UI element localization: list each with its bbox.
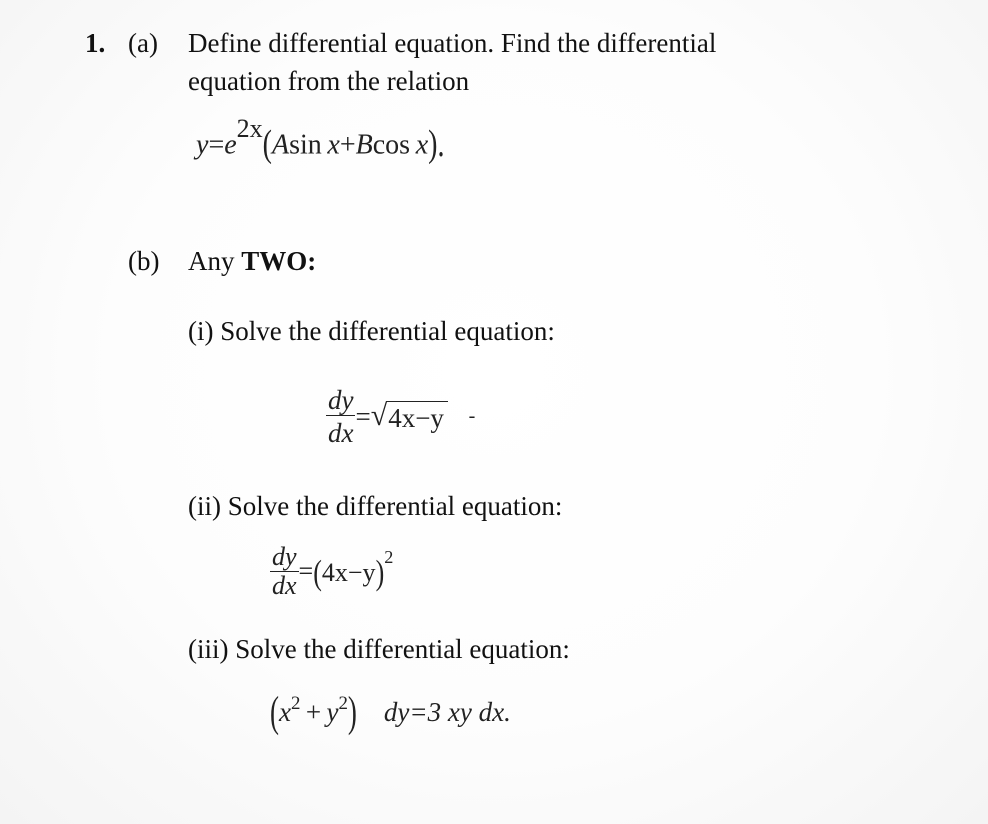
item-iii-plus: + <box>305 697 322 727</box>
item-i-denominator: dx <box>328 418 354 449</box>
relation-lhs: y <box>196 129 209 161</box>
relation-func1: sin <box>289 129 322 161</box>
question-number: 1. <box>85 28 106 58</box>
item-iii-open: ( <box>270 687 279 736</box>
part-a-line2: equation from the relation <box>188 66 470 96</box>
item-i-eq-sign: = <box>355 401 371 432</box>
part-b-label: (b) <box>128 246 160 276</box>
relation-eq: = <box>208 129 225 161</box>
item-ii-label: (ii) <box>188 491 221 521</box>
item-iii-y: y <box>326 697 339 727</box>
relation-paren-open: ( <box>262 123 272 166</box>
relation-term1: A <box>272 129 290 161</box>
item-i-fraction <box>326 386 355 448</box>
item-iii-text: Solve the differential equation: <box>235 634 570 664</box>
item-ii-power: 2 <box>384 546 394 567</box>
item-ii-numerator: dy <box>272 542 297 571</box>
relation-plus: + <box>339 129 356 161</box>
part-a-label: (a) <box>128 28 158 58</box>
relation-var1: x <box>327 129 340 161</box>
part-a-line1: Define differential equation. Find the differential <box>188 28 717 58</box>
part-a-relation <box>196 114 445 166</box>
item-iii-close: ) <box>347 687 357 736</box>
item-i-numerator: dy <box>328 385 354 415</box>
item-i-equation <box>326 386 475 448</box>
item-iii-y-power: 2 <box>338 693 348 714</box>
relation-base: e <box>224 129 237 161</box>
item-i-text: Solve the differential equation: <box>220 316 555 346</box>
item-ii-fraction <box>270 543 299 600</box>
item-i-radicand: 4x−y <box>386 401 448 434</box>
item-iii-label: (iii) <box>188 634 229 664</box>
item-ii-rhs <box>313 546 394 592</box>
item-i-trail: - <box>468 405 476 428</box>
item-ii-open: ( <box>313 552 322 592</box>
relation-paren-close: ). <box>428 123 445 166</box>
item-iii-rhs: dy=3 xy dx. <box>383 697 511 727</box>
item-iii <box>188 636 570 663</box>
item-ii-body: 4x−y <box>321 557 376 587</box>
item-ii-text: Solve the differential equation: <box>227 491 563 521</box>
item-ii-equation <box>270 543 393 600</box>
part-b-intro <box>188 248 316 275</box>
item-ii-eq-sign: = <box>298 556 314 586</box>
item-iii-equation <box>270 687 511 736</box>
part-b-intro-bold: TWO: <box>241 246 317 276</box>
item-iii-x: x <box>279 697 291 727</box>
relation-term2: B <box>355 129 373 161</box>
item-i-label: (i) <box>188 316 214 346</box>
item-ii <box>188 493 562 520</box>
item-i <box>188 318 555 345</box>
part-b-intro-plain: Any <box>188 246 235 276</box>
relation-var2: x <box>415 129 429 161</box>
item-iii-x-power: 2 <box>290 693 301 714</box>
item-ii-denominator: dx <box>272 571 297 601</box>
item-ii-close: ) <box>375 552 385 592</box>
relation-exponent: 2x <box>236 114 263 143</box>
relation-func2: cos <box>372 129 411 161</box>
radical-icon: √ <box>370 398 388 432</box>
item-i-sqrt <box>370 398 448 434</box>
